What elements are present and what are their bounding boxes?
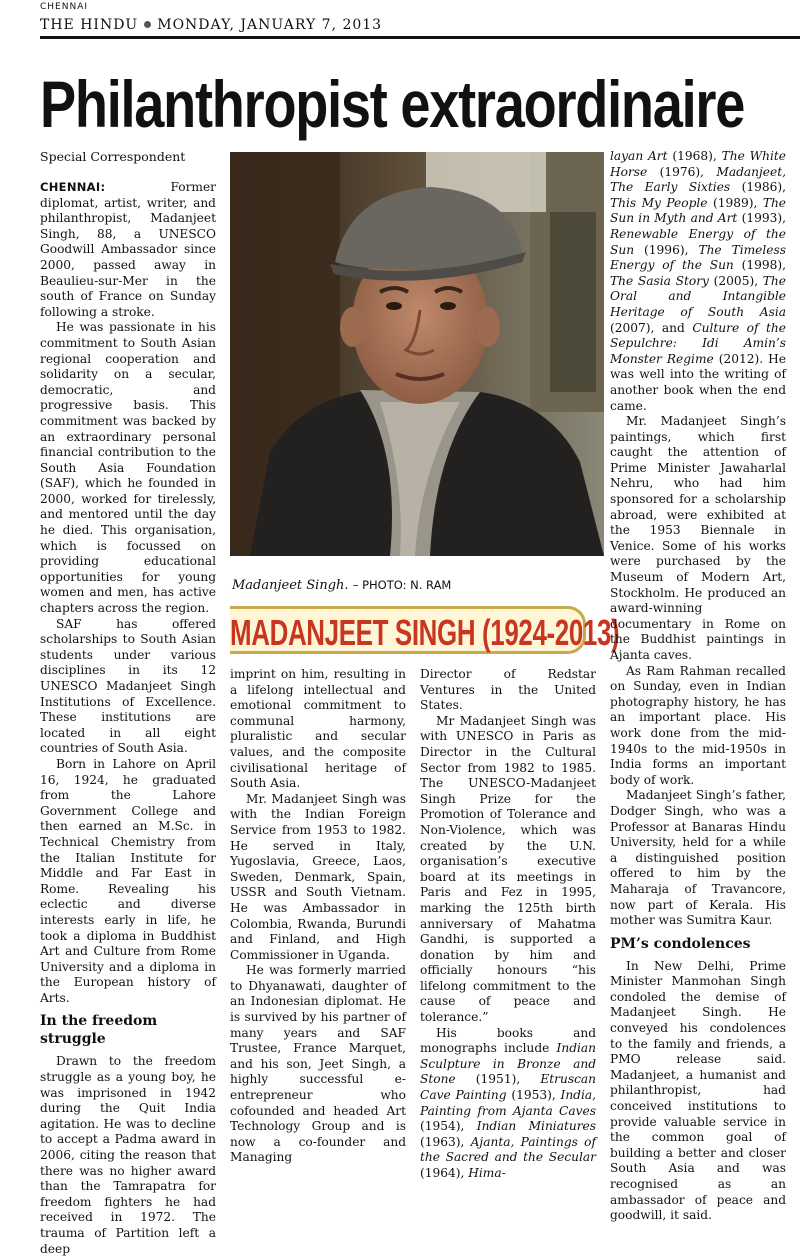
subheading-pm-condolences: PM’s condolences — [610, 935, 751, 952]
paragraph: CHENNAI: Former diplomat, artist, writer, and philanthropist, Madanjeet Singh, 88, a UNESCO Goodwill Ambassador since 2000, passed away in Beaulieu-sur-Mer in the south of France on Sunday following a stroke. — [40, 180, 216, 319]
bullet-dot-icon — [144, 21, 151, 28]
dateline: CHENNAI: — [40, 180, 106, 194]
caption-text: Madanjeet Singh. — [232, 578, 349, 593]
lifespan-banner — [230, 606, 620, 654]
paragraph: Mr. Madanjeet Singh’s paintings, which first caught the attention of Prime Minister Jawaharlal Nehru, who had him sponsored for a scholarship abroad, were exhibited at the 1953 Biennale in Venice. Some of his works were purchased by the Museum of Modern Art, Stockholm. He produced an award-winning documentary in Rome on the Buddhist paintings in Ajanta caves. — [610, 414, 786, 662]
paragraph: Madanjeet Singh’s father, Dodger Singh, who was a Professor at Banaras Hindu University, held for a while a distinguished position offered to him by the Maharaja of Travancore, now part of Kerala. His mother was Sumitra Kaur. — [610, 788, 786, 928]
headline: Philanthropist extraordinaire — [40, 67, 745, 141]
article-column-1 — [40, 180, 216, 1257]
paragraph: SAF has offered scholarships to South Asian students under various disciplines in its 12 UNESCO Madanjeet Singh Institutions of Excellence. These institutions are located in all eight countries of South Asia. — [40, 616, 216, 756]
paragraph: Director of Redstar Ventures in the United States. — [420, 667, 596, 713]
byline: Special Correspondent — [40, 149, 186, 164]
photo-caption — [232, 578, 451, 593]
paragraph: In New Delhi, Prime Minister Manmohan Singh condoled the demise of Madanjeet Singh. He conveyed his condolences to the family and friends, a PMO release said. Madanjeet, a humanist and philanthropist, had conceived institutions to provide valuable service in the common goal of building a better and closer South Asia and was recognised as an ambassador of peace and goodwill, it said. — [610, 958, 786, 1223]
paper-name: THE HINDU — [40, 17, 139, 33]
article-column-2 — [230, 667, 406, 1166]
paragraph: As Ram Rahman recalled on Sunday, even in Indian photography history, he has an important place. His work done from the mid-1940s to the mid-1950s in India forms an important body of work. — [610, 663, 786, 787]
paragraph: imprint on him, resulting in a lifelong intellectual and emotional commitment to communal harmony, pluralistic and secular values, and the composite civilisational heritage of South Asia. — [230, 667, 406, 791]
issue-date: MONDAY, JANUARY 7, 2013 — [157, 17, 383, 33]
photo-credit: – PHOTO: N. RAM — [352, 578, 452, 592]
paragraph: Mr. Madanjeet Singh was with the Indian Foreign Service from 1953 to 1982. He served in Italy, Yugoslavia, Greece, Laos, Sweden, Denmark, Spain, USSR and South Vietnam. He was Ambassador in Colombia, Rwanda, Burundi and Finland, and High Commissioner in Uganda. — [230, 791, 406, 962]
lifespan-title: MADANJEET SINGH (1924-2013) — [230, 612, 620, 653]
portrait-illustration — [230, 152, 604, 556]
edition-label: CHENNAI — [40, 2, 89, 12]
article-column-3 — [420, 667, 596, 1182]
paragraph: Drawn to the freedom struggle as a young boy, he was imprisoned in 1942 during the Quit India agitation. He was to decline to accept a Padma award in 2006, citing the reason that there was no higher award than the Tamrapatra for freedom fighters he had received in 1972. The trauma of Partition left a deep — [40, 1054, 216, 1256]
subheading-freedom-struggle: In the freedom struggle — [40, 1013, 158, 1048]
paragraph-books: His books and monographs include Indian Sculpture in Bronze and Stone (1951), Etruscan Cave Painting (1953), India, Painting from Ajanta Caves (1954), Indian Miniatures (1963), Ajanta, Paintings of the Sacred and the Secular (1964), Hima- — [420, 1025, 597, 1180]
masthead — [40, 17, 800, 39]
paragraph: He was formerly married to Dhyanawati, daughter of an Indonesian diplomat. He is survived by his partner of many years and SAF Trustee, France Marquet, and his son, Jeet Singh, a highly successful e-entrepreneur who cofounded and headed Art Technology Group and is now a co-founder and Managing — [230, 963, 406, 1165]
paragraph: He was passionate in his commitment to South Asian regional cooperation and solidarity on a secular, democratic, and progressive basis. This commitment was backed by an extraordinary personal financial contribution to the South Asia Foundation (SAF), which he founded in 2000, worked for tirelessly, and mentored until the day he died. This organisation, which is focussed on providing educational opportunities for young women and men, has active chapters across the region. — [40, 320, 216, 616]
paragraph: Mr Madanjeet Singh was with UNESCO in Paris as Director in the Cultural Sector from 1982 to 1985. The UNESCO-Madanjeet Singh Prize for the Promotion of Tolerance and Non-Violence, which was created by the U.N. organisation’s executive board at its meetings in Paris and Fez in 1995, marking the 125th birth anniversary of Mahatma Gandhi, is supported a donation by him and officially honours “his lifelong commitment to the cause of peace and tolerance.” — [420, 713, 596, 1025]
article-column-4 — [610, 149, 786, 1224]
paragraph: Born in Lahore on April 16, 1924, he graduated from the Lahore Government College and then earned an M.Sc. in Technical Chemistry from the Italian Institute for Middle and Far East in Rome. Revealing his eclectic and diverse interests early in life, he took a diploma in Buddhist Art and Culture from Rome University and a diploma in the European history of Arts. — [40, 756, 216, 1005]
paragraph-books-cont: layan Art (1968), The White Horse (1976), Madanjeet, The Early Sixties (1986), This My People (1989), The Sun in Myth and Art (1993), Renewable Energy of the Sun (1996), The Timeless Energy of the Sun (1998), The Sasia Story (2005), The Oral and Intangible Heritage of South Asia (2007), and Culture of the Sepulchre: Idi Amin’s Monster Regime (2012). He was well into the writing of another book when the end came. — [610, 149, 787, 413]
portrait-photo — [230, 152, 604, 556]
